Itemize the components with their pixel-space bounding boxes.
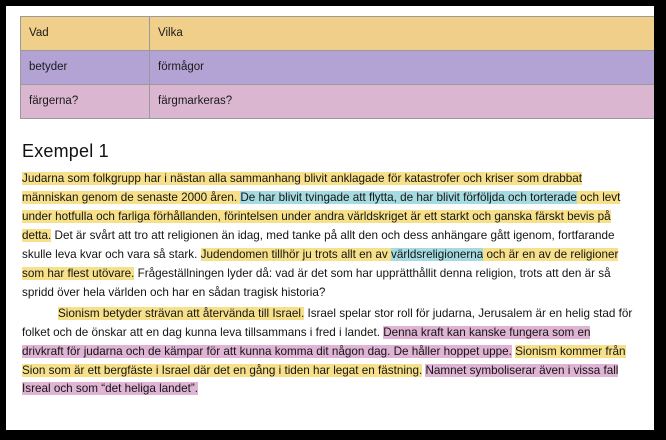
text-span-none: Israel spelar stor roll för judarna, Jerusalem är en helig stad för folket och de önskar att en dag kunna leva tillsammans i fred i landet. <box>22 306 633 339</box>
table-row <box>21 17 655 51</box>
text-span-none: Frågeställningen lyder då: vad är det som har upprätthållit denna religion, trots att den är så spridd över hela världen och har en sådan tragisk historia? <box>22 266 611 299</box>
text-span-yellow: Judarna som folkgrupp har i nästan alla sammanhang blivit anklagade för katastrofer och kriser som drabbat människan genom de senaste 2000 åren. <box>22 172 582 204</box>
text-span-yellow: och levt under hotfulla och farliga förhållanden, förintelsen under andra världskriget är ett starkt och ganska färskt bevis på detta. <box>22 190 621 242</box>
frame-bottom <box>0 434 666 440</box>
text-span-cyan: De har blivit tvingade att flytta, de har blivit förföljda och torterade <box>240 190 577 204</box>
paragraph <box>22 170 634 303</box>
text-span-none: Det är svårt att tro att religionen än idag, med tanke på allt den och dess anhängare gått igenom, fortfarande skulle leva kvar och vara så stark. <box>22 228 615 261</box>
paragraph <box>22 305 634 400</box>
text-span-yellow: Judendomen tillhör ju trots allt en av <box>200 247 391 261</box>
text-span-pink: Denna kraft kan kanske fungera som en drivkraft för judarna och de kämpar för att kunna komma dit någon dag. De håller hoppet uppe. <box>22 325 591 358</box>
legend-table <box>20 16 654 119</box>
table-cell-value: Vilka <box>150 17 655 51</box>
document-page <box>6 6 654 430</box>
table-cell-label: Vad <box>21 17 150 51</box>
text-span-yellow: Sionism kommer från Sion som är ett bergfäste i Israel där det en gång i tiden har legat en fästning. <box>22 344 626 377</box>
text-span-cyan: världsreligionerna <box>391 247 484 261</box>
text-span-yellow: och är en av de religioner som har flest utövare. <box>22 247 619 280</box>
table-cell-value: förmågor <box>150 51 655 85</box>
text-span-pink: Namnet symboliserar även i vissa fall Isreal och som “det heliga landet”. <box>22 363 619 396</box>
table-cell-label: betyder <box>21 51 150 85</box>
table-row <box>21 85 655 119</box>
table-cell-value: färgmarkeras? <box>150 85 655 119</box>
document-body <box>22 170 634 399</box>
page-title: Exempel 1 <box>22 141 109 161</box>
frame-right <box>660 0 666 440</box>
table-row <box>21 51 655 85</box>
table-cell-label: färgerna? <box>21 85 150 119</box>
text-span-yellow: Sionism betyder strävan att återvända till Israel. <box>58 306 305 320</box>
